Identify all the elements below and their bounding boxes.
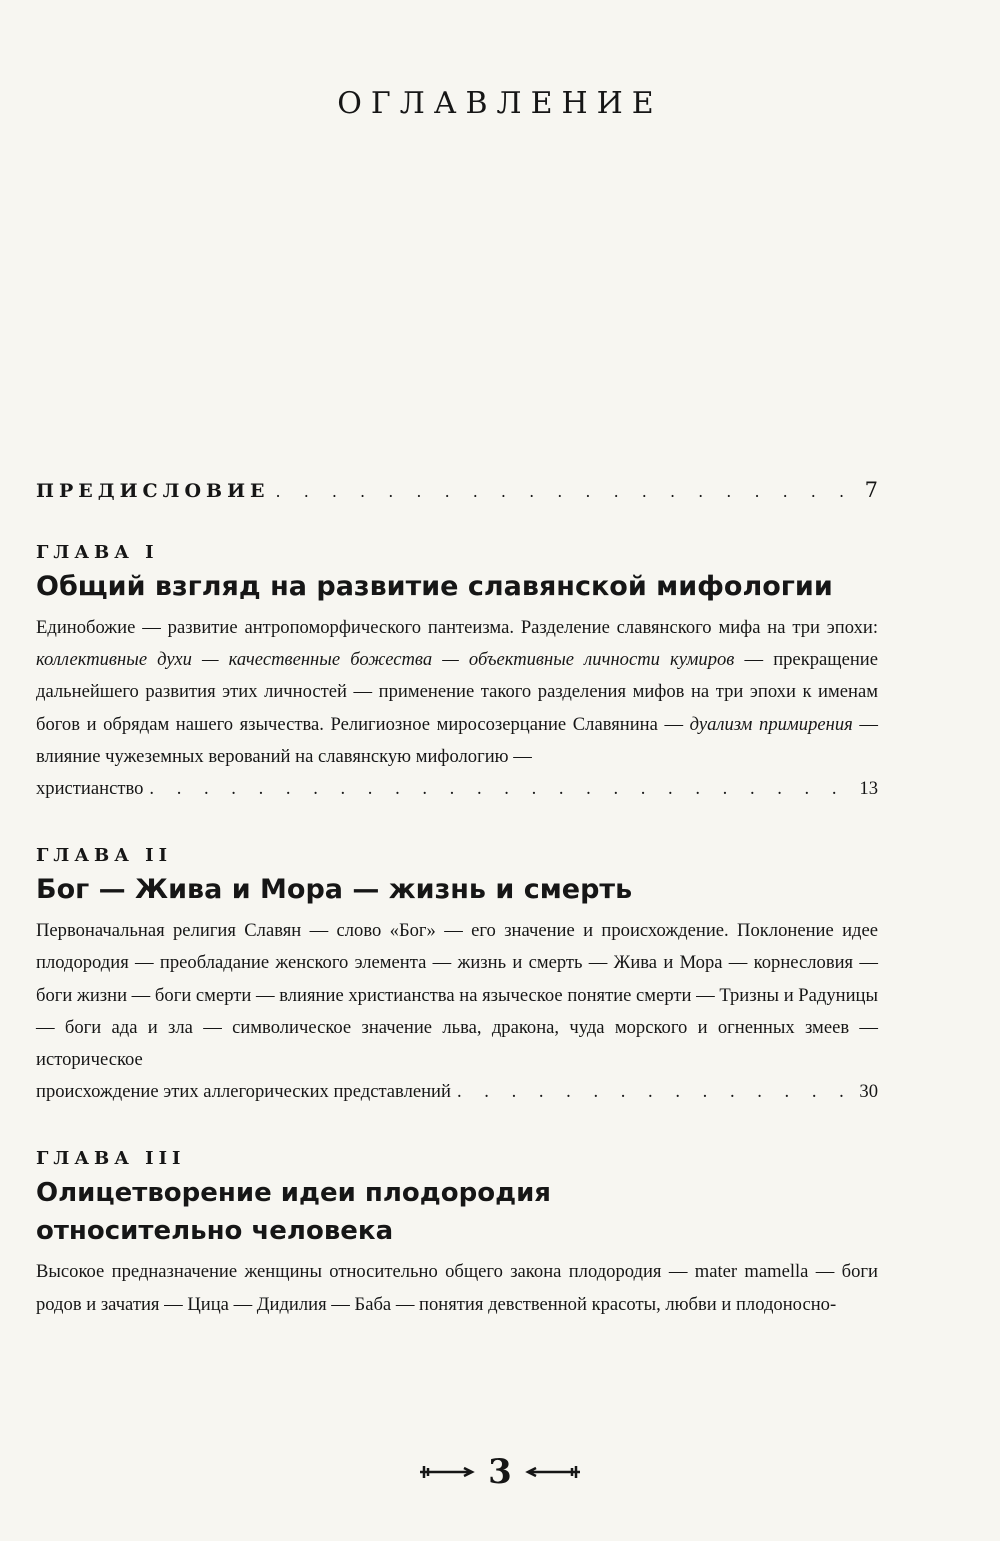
chapter-label: ГЛАВА III [36, 1148, 186, 1170]
page-footer [0, 1452, 1000, 1492]
dot-leader [149, 773, 853, 805]
dot-leader [276, 482, 859, 501]
summary-last-line [36, 1076, 878, 1108]
toc-entry-chapter-2[interactable] [36, 845, 878, 1108]
page-number: 3 [488, 1452, 512, 1492]
summary-end-text: христианство [36, 778, 144, 800]
chapter-title: Бог — Жива и Мора — жизнь и смерть [36, 874, 633, 906]
chapter-title: Олицетворение идеи плодородия относительно человека [36, 1178, 551, 1247]
toc-entry-chapter-3[interactable] [36, 1148, 878, 1320]
left-ornament-icon [418, 1462, 478, 1482]
chapter-page: 13 [859, 778, 878, 800]
toc-entry-chapter-1[interactable] [36, 542, 878, 805]
chapter-summary: Высокое предназначение женщины относительно общего закона плодородия — mater mamella — боги родов и зачатия — Цица — Дидилия — Баба — понятия девственной красоты, любви и плодоносно- [36, 1261, 878, 1315]
chapter-summary: Первоначальная религия Славян — слово «Бог» — его значение и происхождение. Поклонение идее плодородия — преобладание женского элемента — жизнь и смерть — Жива и Мора — корнесловия — боги жизни — боги смерти — влияние христианства на языческое понятие смерти — Тризны и Радуницы — боги ада и зла — символическое значение льва, дракона, чуда морского и огненных змеев — историческое [36, 920, 878, 1071]
summary-end-text: происхождение этих аллегорических представлений [36, 1081, 451, 1103]
chapter-title: Общий взгляд на развитие славянской мифологии [36, 571, 833, 602]
dot-leader [457, 1076, 853, 1108]
chapter-summary: Единобожие — развитие антропоморфического пантеизма. Разделение славянского мифа на три эпохи: коллективные духи — качественные божества — объективные личности кумиров — прекращение дальнейшего развития этих личностей — применение такого разделения мифов на три эпохи к именам богов и обрядам нашего язычества. Религиозное миросозерцание Славянина — дуализм примирения — влияние чужеземных верований на славянскую мифологию — [36, 617, 878, 767]
summary-last-line [36, 773, 878, 805]
preface-page: 7 [864, 478, 878, 502]
table-of-contents [36, 478, 878, 1321]
page-title: ОГЛАВЛЕНИЕ [337, 86, 663, 121]
chapter-label: ГЛАВА II [36, 845, 172, 867]
preface-label: ПРЕДИСЛОВИЕ [36, 480, 270, 502]
chapter-page: 30 [859, 1081, 878, 1103]
chapter-label: ГЛАВА I [36, 542, 159, 563]
right-ornament-icon [522, 1462, 582, 1482]
toc-entry-preface[interactable] [36, 478, 878, 502]
